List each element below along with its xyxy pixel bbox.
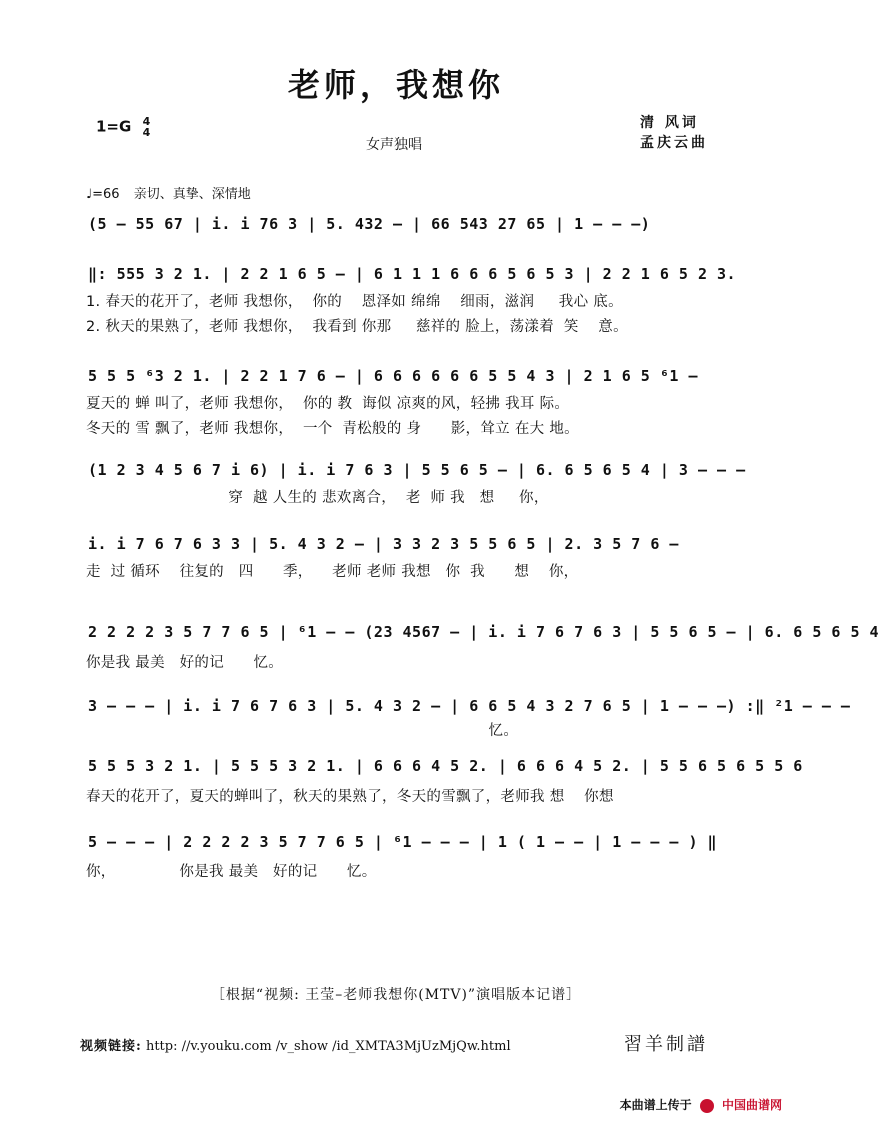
site-logo-icon <box>700 1099 714 1113</box>
lyric-line-5: 走 过 循环 往复的 四 季， 老师 老师 我想 你 我 想 你， <box>86 564 579 580</box>
song-title: 老师，我想你 <box>287 66 504 104</box>
time-top: 4 <box>142 115 151 128</box>
score-line-3: 5 5 5 ⁶3 2 1. | 2 2 1 7 6 – | 6 6 6 6 6 6 5 5 4 3 | 2 1 6 5 ⁶1 – <box>88 367 698 385</box>
key-label: 1=G <box>96 117 132 136</box>
score-line-6: 2 2 2 2 3 5 7 7 6 5 | ⁶1 – – (23 4567 – | i. i 7 6 7 6 3 | 5 5 6 5 – | 6. 6 5 6 5 4 <box>88 623 879 641</box>
score-line-8: 5 5 5 3 2 1. | 5 5 5 3 2 1. | 6 6 6 4 5 2. | 6 6 6 4 5 2. | 5 5 6 5 6 5 5 6 <box>88 757 803 775</box>
lyric-line-9: 你， 你是我 最美 好的记 忆。 <box>86 864 377 880</box>
lyric-line-8: 春天的花开了，夏天的蝉叫了，秋天的果熟了，冬天的雪飘了，老师我 想 你想 <box>86 789 614 805</box>
lyric-line-6: 你是我 最美 好的记 忆。 <box>86 655 284 671</box>
score-line-5: i. i 7 6 7 6 3 3 | 5. 4 3 2 – | 3 3 2 3 5 5 6 5 | 2. 3 5 7 6 – <box>88 535 679 553</box>
score-line-7: 3 – – – | i. i 7 6 7 6 3 | 5. 4 3 2 – | 6 6 5 4 3 2 7 6 5 | 1 – – –) :‖ ²1 – – – <box>88 697 851 715</box>
performance-type: 女声独唱 <box>366 137 422 153</box>
lyric-line-7: 忆。 <box>86 723 519 739</box>
site-name[interactable]: 中国曲谱网 <box>721 1098 782 1112</box>
lyric-line-2a: 1. 春天的花开了，老师 我想你， 你的 恩泽如 绵绵 细雨，滋润 我心 底。 <box>86 294 623 310</box>
time-signature <box>143 116 151 138</box>
time-bottom: 4 <box>142 126 151 139</box>
score-line-9: 5 – – – | 2 2 2 2 3 5 7 7 6 5 | ⁶1 – – – | 1 ( 1 – – | 1 – – – ) ‖ <box>88 833 718 851</box>
video-link-label: 视频链接: <box>80 1039 142 1054</box>
lyric-line-3a: 夏天的 蝉 叫了，老师 我想你， 你的 教 诲似 凉爽的风，轻拂 我耳 际。 <box>86 396 570 412</box>
tempo-value: ♩=66 <box>86 187 120 202</box>
upload-text: 本曲谱上传于 <box>619 1098 692 1112</box>
score-line-1: (5 – 55 67 | i. i 76 3 | 5. 432 – | 66 543 27 65 | 1 – – –) <box>88 215 651 233</box>
video-link <box>80 1035 511 1054</box>
video-link-url[interactable]: http: //v.youku.com /v_show /id_XMTA3MjUzMjQw.html <box>145 1039 511 1054</box>
source-note: ［根据“视频: 王莹–老师我想你(MTV)”演唱版本记谱］ <box>210 987 582 1003</box>
lyric-line-3b: 冬天的 雪 飘了，老师 我想你， 一个 青松般的 身 影，耸立 在大 地。 <box>86 421 579 437</box>
tempo-marking <box>86 183 261 202</box>
key-signature <box>96 116 150 138</box>
score-line-4: (1 2 3 4 5 6 7 i 6) | i. i 7 6 3 | 5 5 6 5 – | 6. 6 5 6 5 4 | 3 – – – <box>88 461 746 479</box>
lyric-line-2b: 2. 秋天的果熟了，老师 我想你， 我看到 你那 慈祥的 脸上，荡漾着 笑 意。 <box>86 319 628 335</box>
transcriber-signature: 習羊制譜 <box>624 1034 708 1055</box>
expression-text: 亲切、真挚、深情地 <box>133 187 251 202</box>
composer: 孟庆云曲 <box>640 135 708 151</box>
lyricist: 清 风词 <box>640 115 699 131</box>
upload-credit <box>620 1096 782 1113</box>
lyric-line-4: 穿 越 人生的 悲欢离合， 老 师 我 想 你， <box>86 490 549 506</box>
score-line-2: ‖: 555 3 2 1. | 2 2 1 6 5 – | 6 1 1 1 6 6 6 5 6 5 3 | 2 2 1 6 5 2 3. <box>88 265 737 283</box>
